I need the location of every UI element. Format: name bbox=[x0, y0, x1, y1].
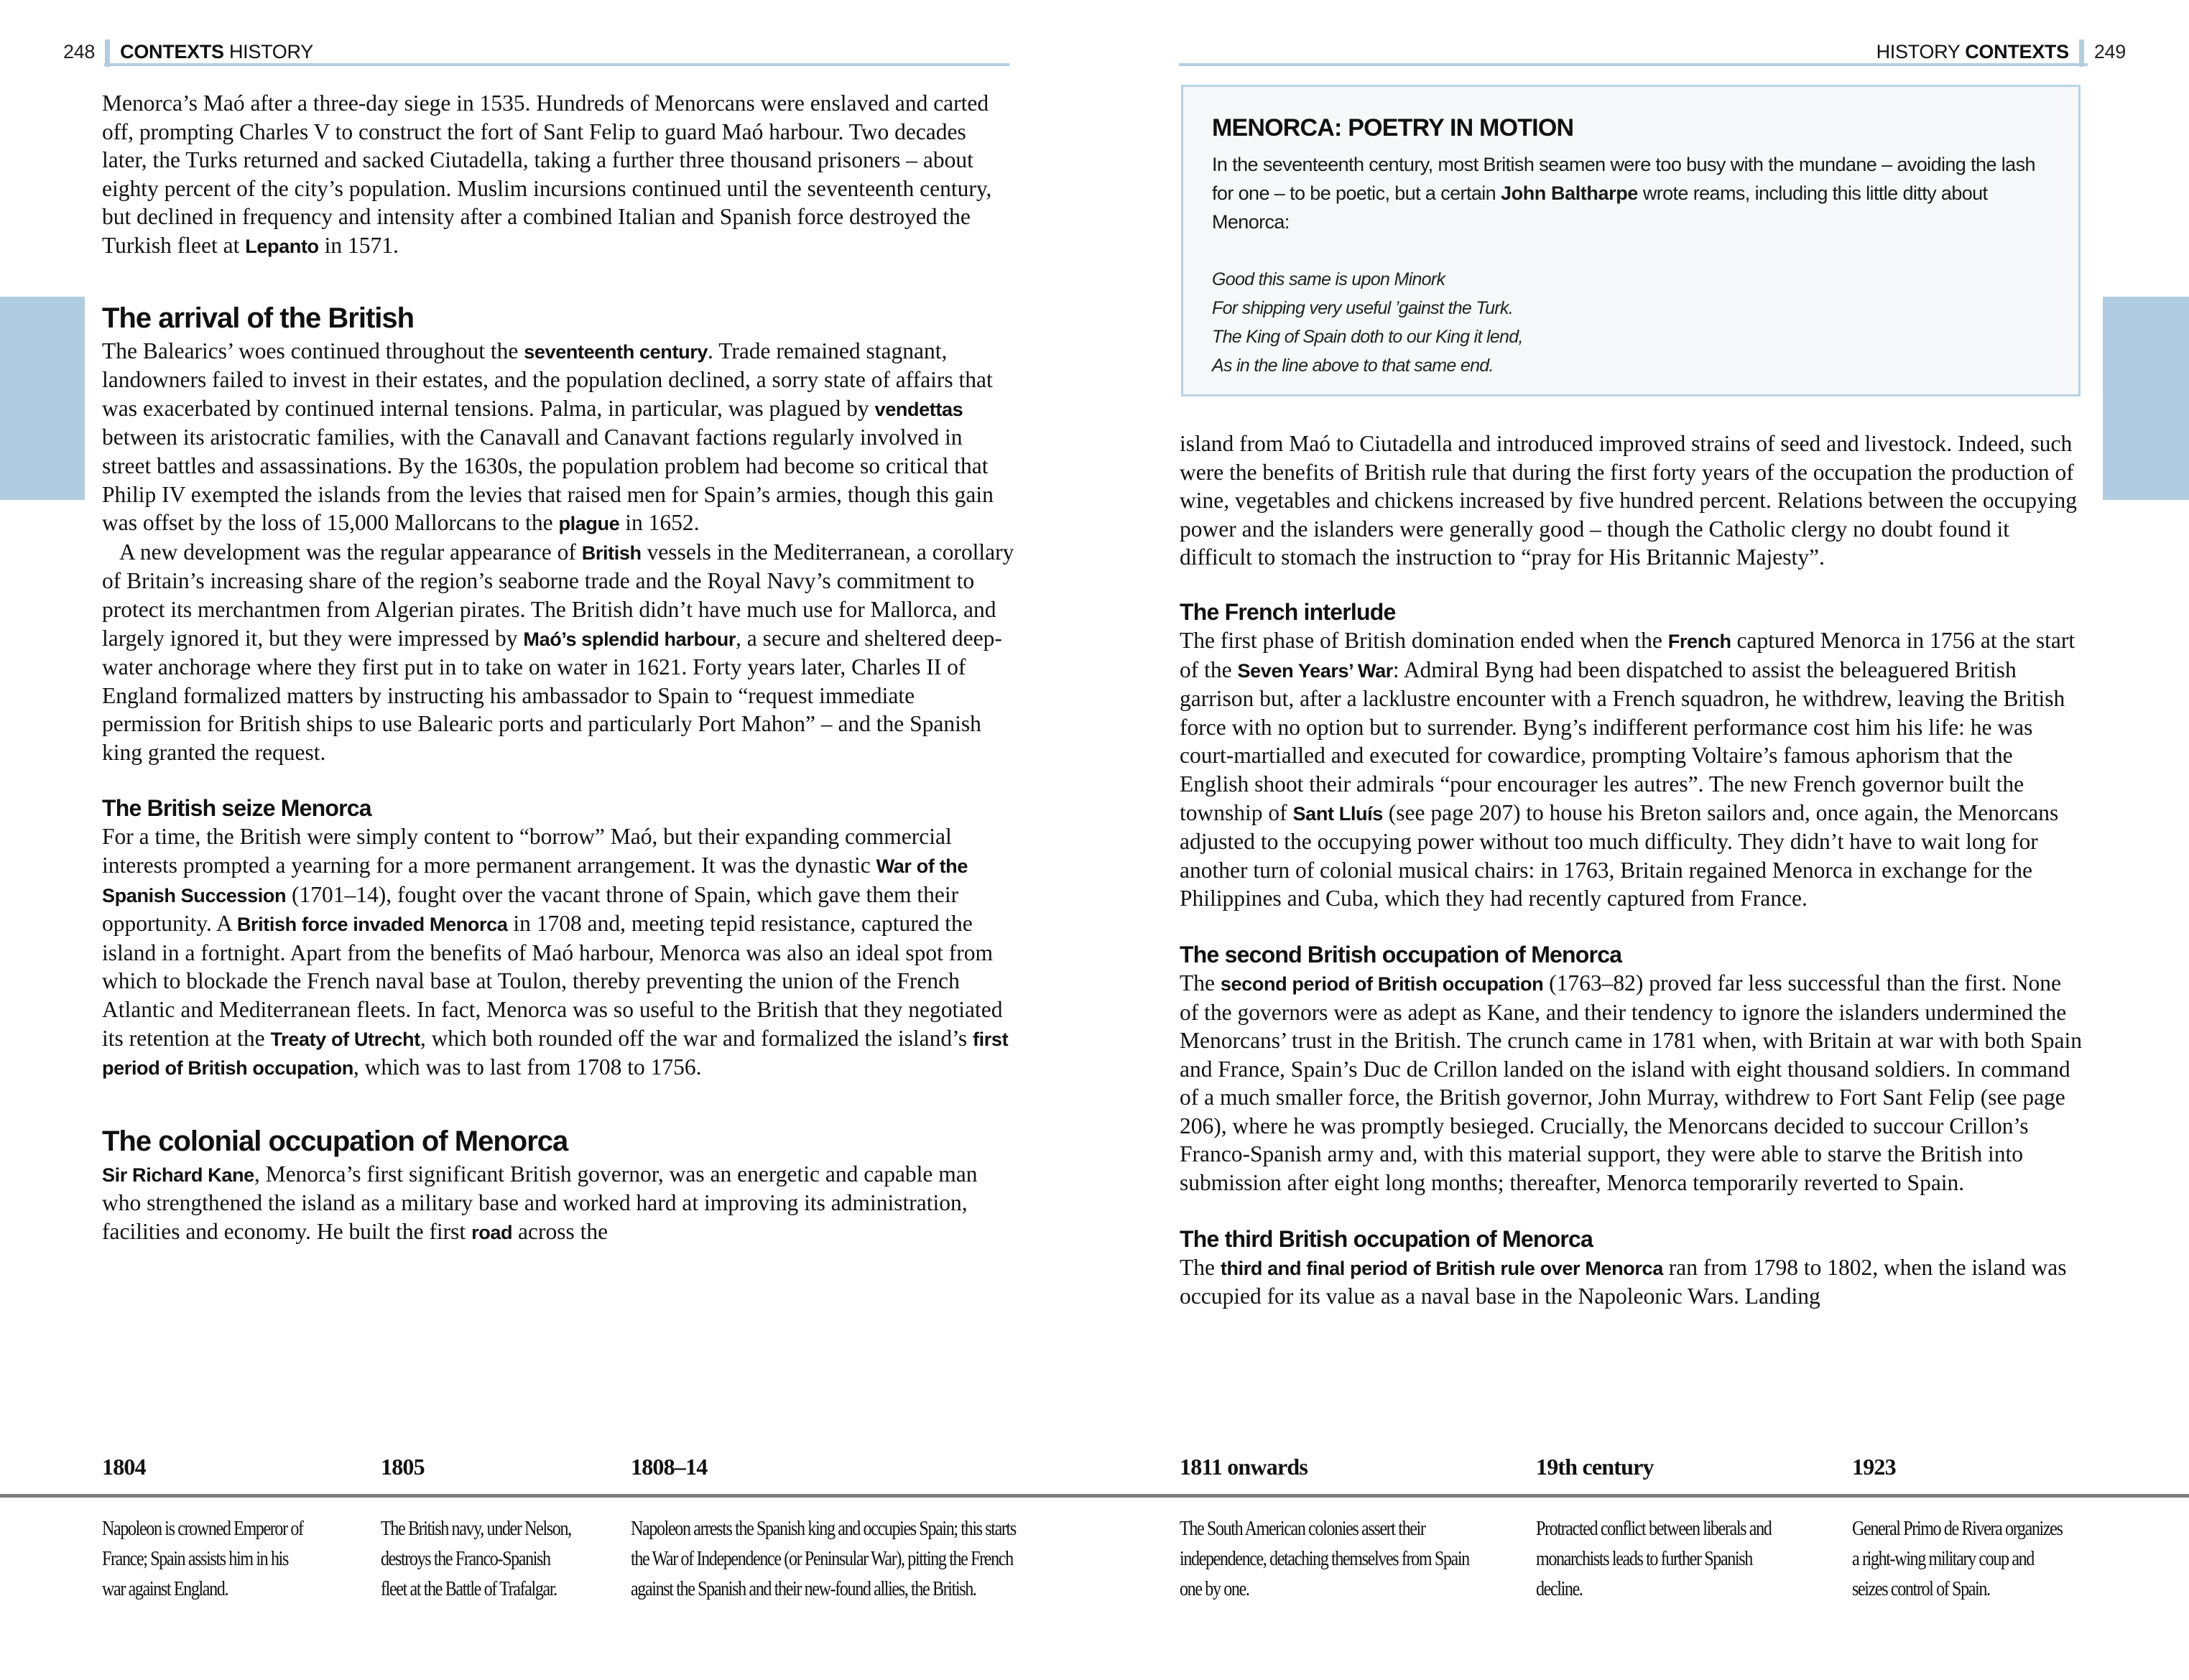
continuation-paragraph: island from Maó to Ciutadella and introduced improved strains of seed and livestock. Indeed, such were the benefits of British rule that during the first forty years of the occupation the production of wine, vegetables and chickens increased by five hundred percent. Relations between the occupying power and the islanders were generally good – though the Catholic clergy no doubt found it difficult to stomach the instruction to “pray for His Britannic Majesty”. bbox=[1180, 431, 2078, 570]
box-title: MENORCA: POETRY IN MOTION bbox=[1212, 114, 1574, 141]
timeline-year: 1808–14 bbox=[631, 1454, 708, 1480]
poem-line: As in the line above to that same end. bbox=[1212, 356, 1494, 376]
timeline-year: 1923 bbox=[1852, 1454, 1896, 1480]
continuation-paragraph: Menorca’s Maó after a three-day siege in 1535. Hundreds of Menorcans were enslaved and carted off, prompting Charles V to construct the fort of Sant Felip to guard Maó harbour. Two decades later, the Turks returned and sacked Ciutadella, taking a further three thousand prisoners – about eighty percent of the city’s population. Muslim incursions continued until the seventeenth century, but declined in frequency and intensity after a combined Italian and Spanish force destroyed the Turkish fleet at Lepanto in 1571. bbox=[102, 91, 992, 258]
paragraph: Sir Richard Kane, Menorca’s first significant British governor, was an energetic and capable man who strengthened the island as a military base and worked hard at improving its administration, facilities and economy. He built the first road across the bbox=[102, 1161, 978, 1244]
subheading-french-interlude: The French interlude bbox=[1180, 598, 1396, 625]
header-chapter: HISTORY bbox=[228, 41, 313, 62]
timeline-text: The South American colonies assert their independence, detaching themselves from Spain one by one. bbox=[1180, 1518, 1469, 1600]
timeline-year: 19th century bbox=[1536, 1454, 1654, 1480]
header-section: CONTEXTS bbox=[1965, 41, 2069, 62]
timeline-text: Napoleon arrests the Spanish king and occupies Spain; this starts the War of Independence (or Peninsular War), pitting the French against the Spanish and their new-found allies, the British. bbox=[631, 1518, 1016, 1600]
poem-line: For shipping very useful ’gainst the Turk. bbox=[1212, 298, 1513, 318]
poem bbox=[1212, 265, 2050, 380]
running-header-right bbox=[1876, 37, 2126, 66]
header-chapter: HISTORY bbox=[1876, 41, 1961, 62]
edge-thumb-tab bbox=[0, 297, 85, 500]
subheading-british-seize: The British seize Menorca bbox=[102, 795, 371, 822]
poem-line: Good this same is upon Minork bbox=[1212, 269, 1445, 289]
timeline-text: The British navy, under Nelson, destroys the Franco-Spanish fleet at the Battle of Trafalgar. bbox=[381, 1518, 571, 1600]
paragraph: For a time, the British were simply content to “borrow” Maó, but their expanding commercial interests prompted a yearning for a more permanent arrangement. It was the dynastic War of the Spanish Succession (1701–14), fought over the vacant throne of Spain, which gave them their opportunity. A British force invaded Menorca in 1708 and, meeting tepid resistance, captured the island in a fortnight. Apart from the benefits of Maó harbour, Menorca was also an ideal spot from which to blockade the French naval base at Toulon, thereby preventing the union of the French Atlantic and Mediterranean fleets. In fact, Menorca was so useful to the British that they negotiated its retention at the Treaty of Utrecht, which both rounded off the war and formalized the island’s first period of British occupation, which was to last from 1708 to 1756. bbox=[102, 824, 1009, 1080]
paragraph: A new development was the regular appearance of British vessels in the Mediterranean, a corollary of Britain’s increasing share of the region’s seaborne trade and the Royal Navy’s commitment to protect its merchantmen from Algerian pirates. The British didn’t have much use for Mallorca, and largely ignored it, but they were impressed by Maó’s splendid harbour, a secure and sheltered deep-water anchorage where they first put in to take on water in 1621. Forty years later, Charles II of England formalized matters by instructing his ambassador to Spain to “request immediate permission for British ships to use Balearic ports and particularly Port Mahon” – and the Spanish king granted the request. bbox=[102, 539, 1014, 765]
paragraph: The Balearics’ woes continued throughout the seventeenth century. Trade remained stagnant, landowners failed to invest in their estates, and the population declined, a sorry state of affairs that was exacerbated by continued internal tensions. Palma, in particular, was plagued by vendettas between its aristocratic families, with the Canavall and Canavant factions regularly involved in street battles and assassinations. By the 1630s, the population problem had become so critical that Philip IV exempted the islands from the levies that raised men for Spain’s armies, though this gain was offset by the loss of 15,000 Mallorcans to the plague in 1652. bbox=[102, 338, 994, 536]
right-page bbox=[1094, 0, 2189, 1680]
section-heading-colonial: The colonial occupation of Menorca bbox=[102, 1125, 568, 1157]
subheading-second-occupation: The second British occupation of Menorca bbox=[1180, 941, 1622, 967]
paragraph: The second period of British occupation (1763–82) proved far less successful than the first. None of the governors were as adept as Kane, and their tendency to ignore the islanders undermined the Menorcans’ trust in the British. The crunch came in 1781 when, with Britain at war with both Spain and France, Spain’s Duc de Crillon landed on the island with eight thousand soldiers. In command of a much smaller force, the British governor, John Murray, withdrew to Fort Sant Felip (see page 206), where he was promptly besieged. Crucially, the Menorcans decided to succour Crillon’s Franco-Spanish army and, with this material support, they were able to starve the British into submission after eight long months; thereafter, Menorca temporarily reverted to Spain. bbox=[1180, 970, 2082, 1196]
left-page bbox=[0, 0, 1094, 1680]
timeline-rule bbox=[0, 1494, 2189, 1498]
timeline-year: 1804 bbox=[102, 1454, 146, 1480]
left-column bbox=[102, 89, 1014, 1247]
edge-thumb-tab bbox=[2103, 297, 2189, 500]
timeline-text: Napoleon is crowned Emperor of France; Spain assists him in his war against England. bbox=[102, 1518, 303, 1600]
page-number: 249 bbox=[2093, 41, 2126, 62]
timeline-year: 1811 onwards bbox=[1180, 1454, 1308, 1480]
box-intro: In the seventeenth century, most British seamen were too busy with the mundane – avoiding the lash for one – to be poetic, but a certain John Baltharpe wrote reams, including this little ditty about Menorca: bbox=[1212, 154, 2035, 233]
timeline-year: 1805 bbox=[381, 1454, 425, 1480]
sidebar-box-poetry bbox=[1181, 85, 2081, 396]
header-section: CONTEXTS bbox=[120, 41, 224, 62]
running-header-left bbox=[63, 37, 313, 66]
timeline-text: Protracted conflict between liberals and monarchists leads to further Spanish decline. bbox=[1536, 1518, 1772, 1600]
paragraph: The first phase of British domination ended when the French captured Menorca in 1756 at the start of the Seven Years’ War: Admiral Byng had been dispatched to assist the beleaguered British garrison but, after a lacklustre encounter with a French squadron, he withdrew, leaving the British force with no option but to surrender. Byng’s indifferent performance cost him his life: he was court-martialled and executed for cowardice, prompting Voltaire’s famous aphorism that the English shoot their admirals “pour encourager les autres”. The new French governor built the township of Sant Lluís (see page 207) to house his Breton sailors and, once again, the Menorcans adjusted to the occupying power without too much difficulty. They didn’t have to wait long for another turn of colonial musical chairs: in 1763, Britain regained Menorca in exchange for the Philippines and Cuba, which they had recently captured from France. bbox=[1180, 627, 2075, 911]
header-rule bbox=[1179, 63, 2088, 66]
header-rule bbox=[104, 63, 1009, 66]
timeline-text: General Primo de Rivera organizes a right-wing military coup and seizes control of Spain. bbox=[1852, 1518, 2063, 1600]
subheading-third-occupation: The third British occupation of Menorca bbox=[1180, 1225, 1593, 1252]
section-heading-arrival: The arrival of the British bbox=[102, 302, 415, 334]
poem-line: The King of Spain doth to our King it lend, bbox=[1212, 327, 1523, 347]
page-number: 248 bbox=[63, 41, 96, 62]
paragraph: The third and final period of British rule over Menorca ran from 1798 to 1802, when the island was occupied for its value as a naval base in the Napoleonic Wars. Landing bbox=[1180, 1254, 2067, 1309]
right-column bbox=[1180, 430, 2085, 1311]
